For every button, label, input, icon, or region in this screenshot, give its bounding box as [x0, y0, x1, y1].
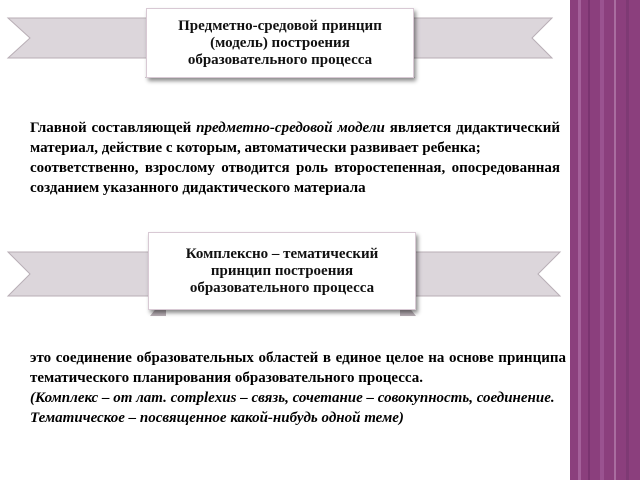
banner-1-line-3: образовательного процесса [187, 51, 373, 68]
paragraph-1-line-2: соответственно, взрослому отводится роль второстепенная, опосредованная созданием указанного дидактического материала [30, 160, 560, 196]
paragraph-1-part-3: является дидактический материал, действие с которым, автоматически развивает ребенка; [30, 120, 561, 156]
paragraph-2-note-2: Тематическое – посвященное какой-нибудь одной теме) [30, 410, 404, 426]
banner-1-line-2: (модель) построения [210, 34, 350, 51]
paragraph-2-note-1: (Комплекс – от лат. complexus – связь, сочетание – совокупность, соединение. [30, 390, 555, 406]
paragraph-2-main: это соединение образовательных областей в единое целое на основе принципа тематического планирования образовательного процесса. [30, 350, 566, 386]
paragraph-1-part-2-italic: предметно-средовой модели [196, 120, 385, 136]
decorative-side-bar [570, 0, 640, 480]
banner-2-line-3: образовательного процесса [189, 279, 375, 296]
banner-title-2 [148, 232, 416, 310]
banner-2-line-2: принцип построения [210, 262, 354, 279]
banner-2-line-1: Комплексно – тематический [185, 245, 379, 262]
paragraph-2 [30, 348, 566, 428]
banner-1-line-1: Предметно-средовой принцип [178, 17, 382, 34]
paragraph-1-part-1: Главной составляющей [30, 120, 197, 136]
